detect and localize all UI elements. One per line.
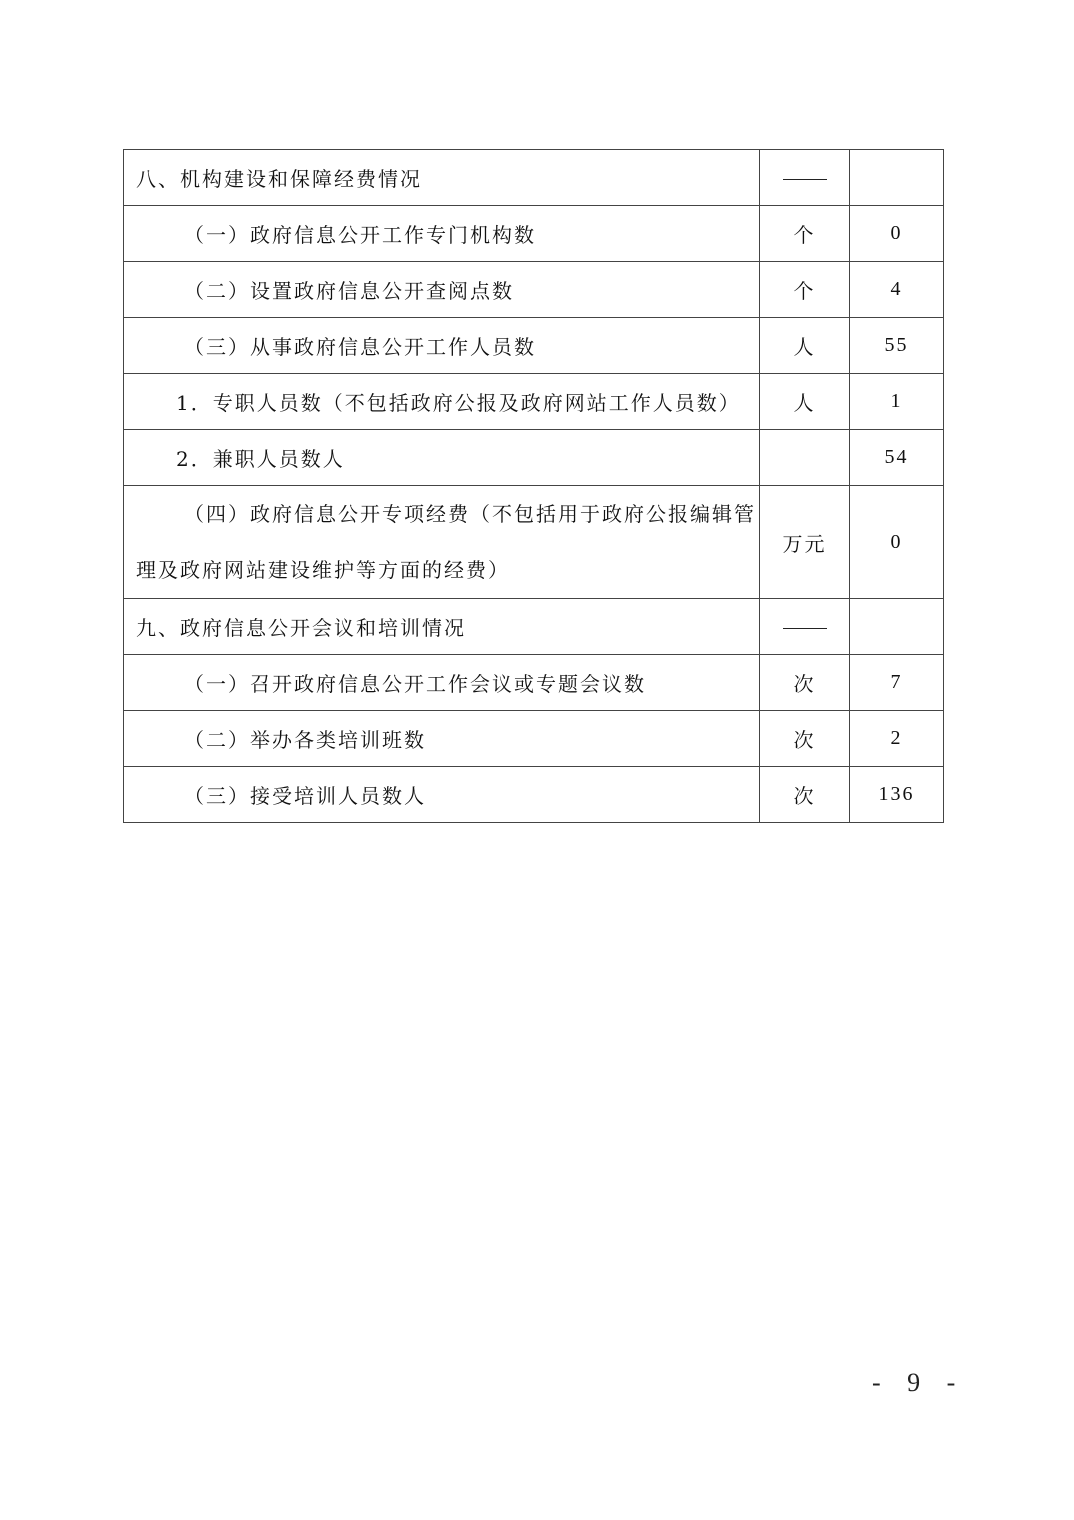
row-item-label: 2．兼职人员数人: [124, 430, 760, 486]
row-item-label: （一）召开政府信息公开工作会议或专题会议数: [124, 655, 760, 711]
page-number: - 9 -: [872, 1368, 966, 1397]
table-row: [124, 711, 944, 767]
table-row-section-9: [124, 599, 944, 655]
row-item-label: （三）接受培训人员数人: [124, 767, 760, 823]
row-unit: 个: [760, 206, 850, 262]
dash-mark: [783, 628, 827, 629]
row-item-label: 九、政府信息公开会议和培训情况: [124, 599, 760, 655]
row-value: [850, 599, 944, 655]
row-unit: 次: [760, 655, 850, 711]
row-item-label: （一）政府信息公开工作专门机构数: [124, 206, 760, 262]
row-item-label: （四）政府信息公开专项经费（不包括用于政府公报编辑管理及政府网站建设维护等方面的经费）: [124, 486, 760, 599]
statistics-table: [123, 149, 944, 823]
row-unit: 次: [760, 767, 850, 823]
row-unit-dash: [760, 150, 850, 206]
row-item-label: （三）从事政府信息公开工作人员数: [124, 318, 760, 374]
row-value: 55: [850, 318, 944, 374]
row-unit: 次: [760, 711, 850, 767]
row-value: 2: [850, 711, 944, 767]
row-value: 0: [850, 486, 944, 599]
table-row: [124, 262, 944, 318]
table-row-section-8: [124, 150, 944, 206]
row-value: 4: [850, 262, 944, 318]
row-unit-dash: [760, 599, 850, 655]
row-value: 54: [850, 430, 944, 486]
row-unit: 个: [760, 262, 850, 318]
row-item-label: （二）设置政府信息公开查阅点数: [124, 262, 760, 318]
row-value: 1: [850, 374, 944, 430]
row-unit: 人: [760, 318, 850, 374]
table-row: [124, 655, 944, 711]
row-item-label: （二）举办各类培训班数: [124, 711, 760, 767]
table-row: [124, 318, 944, 374]
row-value: [850, 150, 944, 206]
table-row: [124, 206, 944, 262]
table-row: [124, 767, 944, 823]
row-value: 7: [850, 655, 944, 711]
table-row: [124, 486, 944, 599]
row-unit: 万元: [760, 486, 850, 599]
row-value: 136: [850, 767, 944, 823]
table-row: [124, 374, 944, 430]
dash-mark: [783, 179, 827, 180]
row-unit: [760, 430, 850, 486]
row-item-label: 1．专职人员数（不包括政府公报及政府网站工作人员数）: [124, 374, 760, 430]
row-item-label: 八、机构建设和保障经费情况: [124, 150, 760, 206]
table-row: [124, 430, 944, 486]
row-value: 0: [850, 206, 944, 262]
row-unit: 人: [760, 374, 850, 430]
